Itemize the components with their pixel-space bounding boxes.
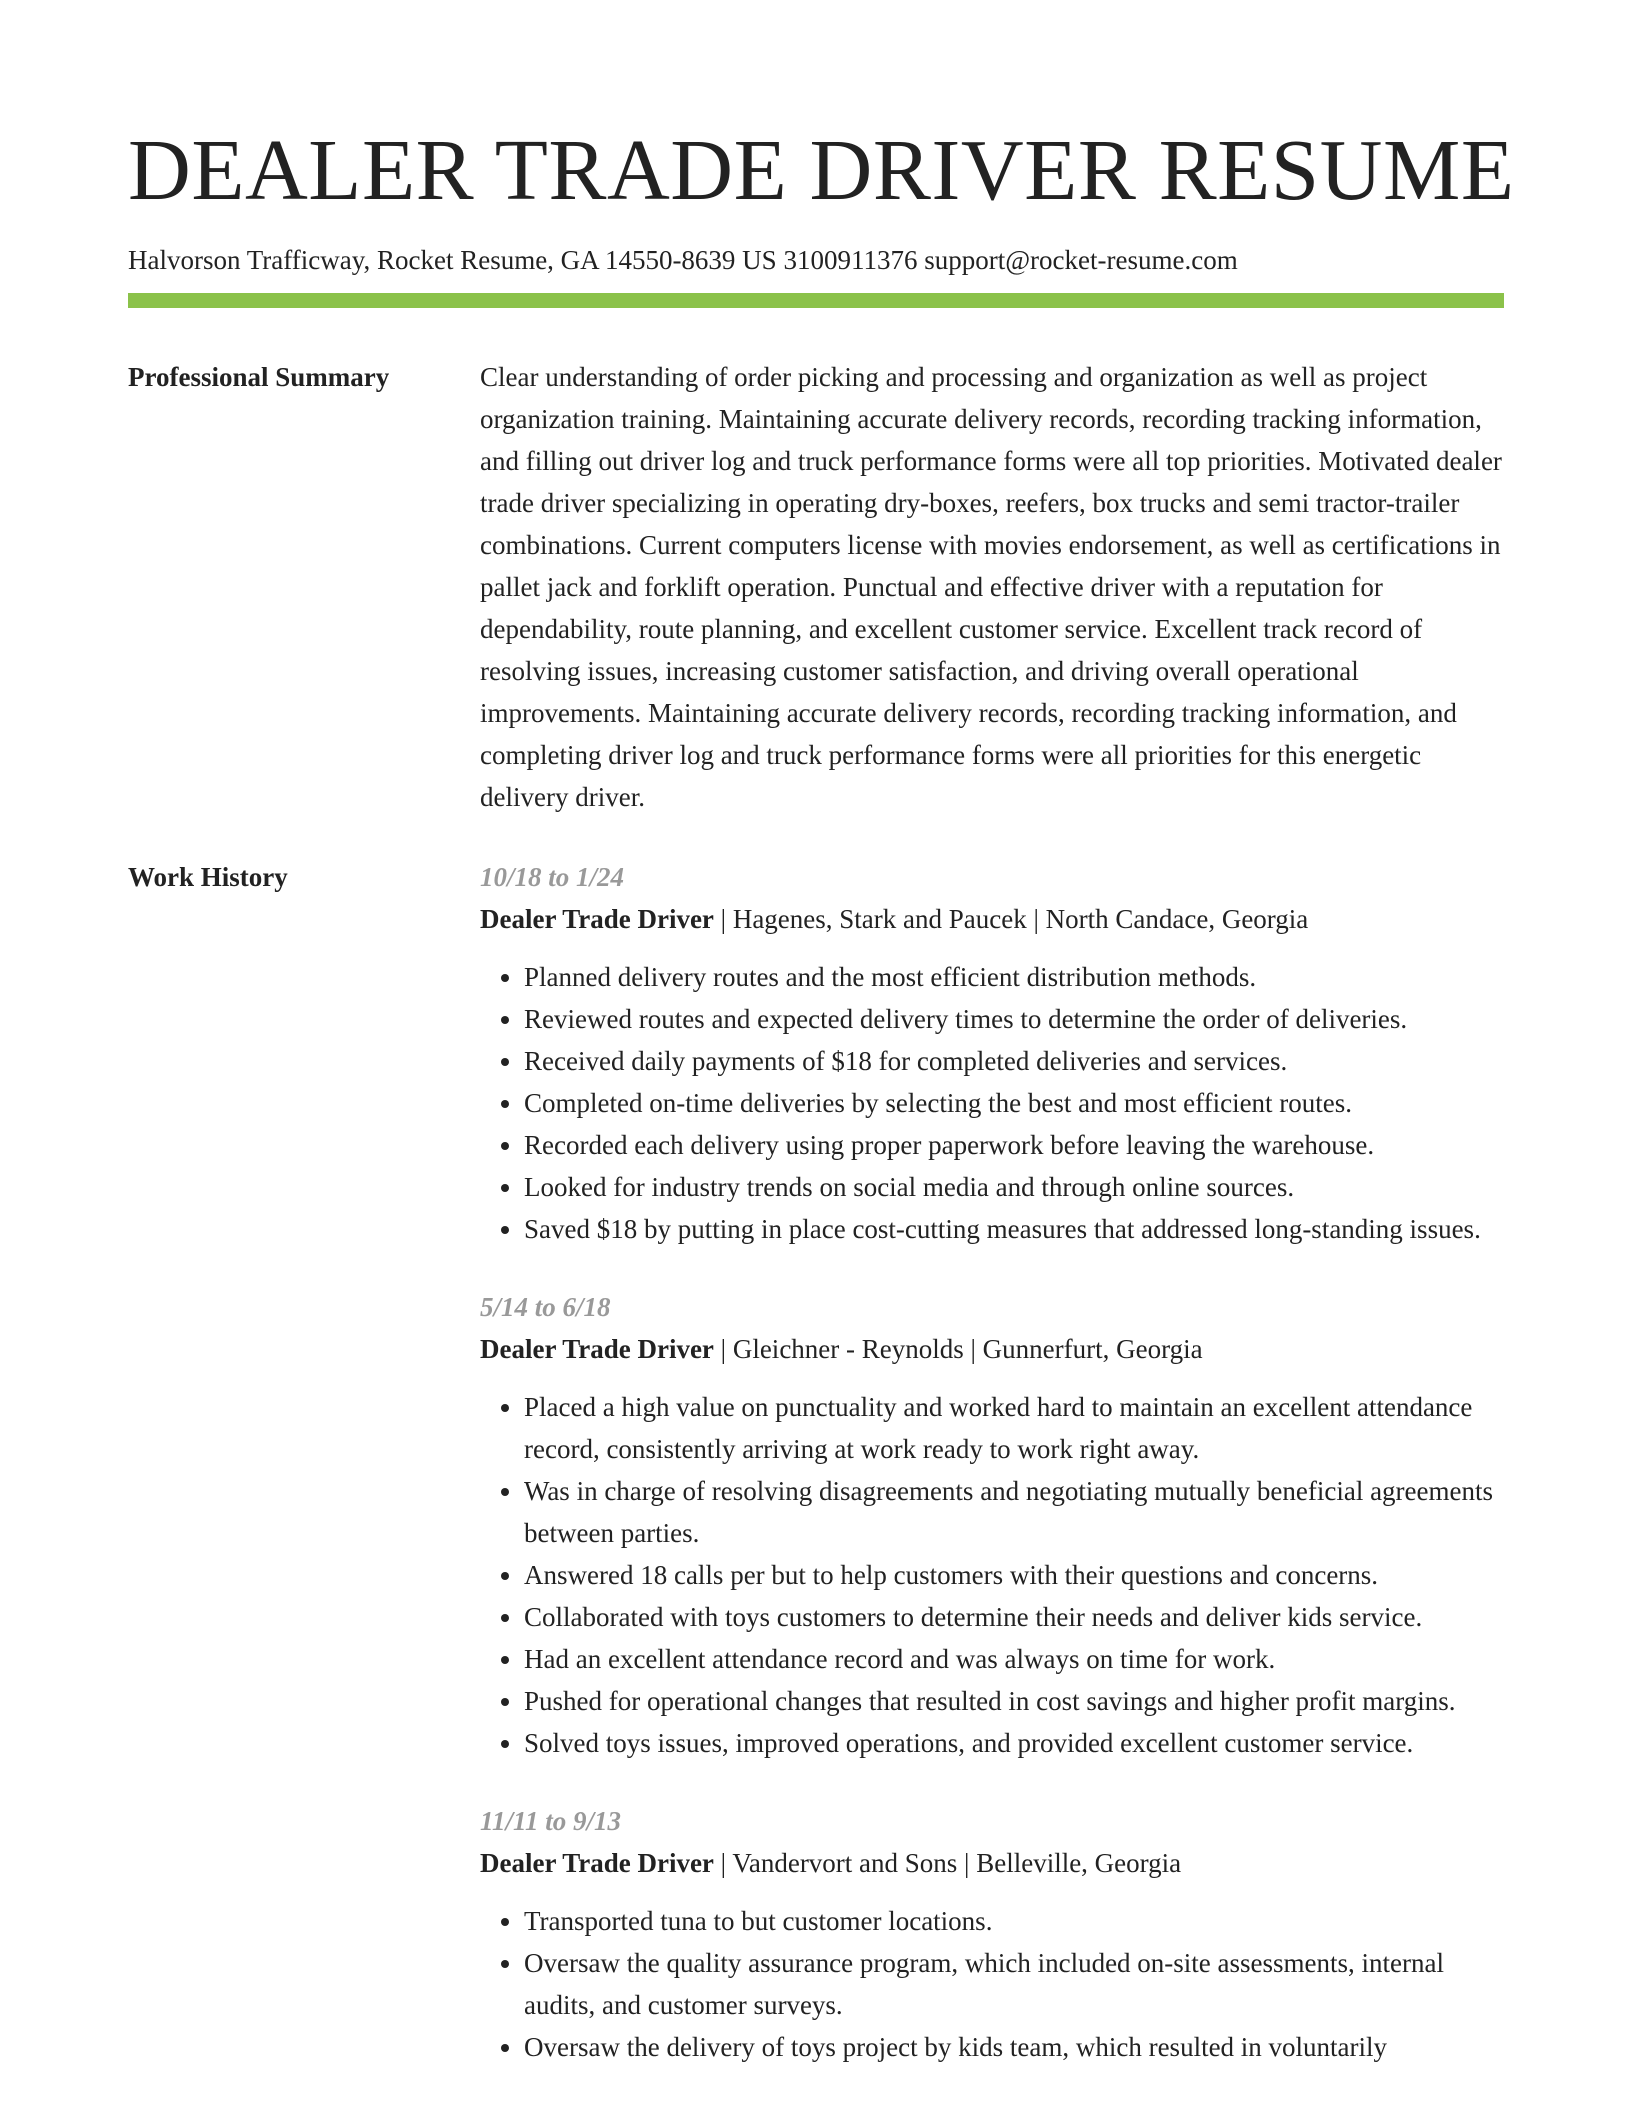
job-bullet: • Collaborated with toys customers to determine their needs and deliver kids service. [524,1596,1504,1638]
professional-summary-section [128,356,1504,818]
job-heading [480,1328,1504,1370]
summary-body [480,356,1504,818]
summary-text: Clear understanding of order picking and processing and organization as well as project organization training. Maintaining accurate delivery records, recording tracking information, and filling out driver log and truck performance forms were all top priorities. Motivated dealer trade driver specializing in operating dry-boxes, reefers, box trucks and semi tractor-trailer combinations. Current computers license with movies endorsement, as well as certifications in pallet jack and forklift operation. Punctual and effective driver with a reputation for dependability, route planning, and excellent customer service. Excellent track record of resolving issues, increasing customer satisfaction, and driving overall operational improvements. Maintaining accurate delivery records, recording tracking information, and completing driver log and truck performance forms were all priorities for this energetic delivery driver. [480,362,1502,812]
contact-line: Halvorson Trafficway, Rocket Resume, GA 14550-8639 US 3100911376 support@rocket-resume.com [128,245,1238,275]
job-heading [480,1842,1504,1884]
section-label-work-history: Work History [128,862,288,892]
job-dates: 10/18 to 1/24 [480,862,625,892]
job-bullet: • Pushed for operational changes that resulted in cost savings and higher profit margins. [524,1680,1504,1722]
job-bullet: • Saved $18 by putting in place cost-cutting measures that addressed long-standing issues. [524,1208,1504,1250]
job-employer-location: | Vandervort and Sons | Belleville, Georgia [713,1848,1182,1878]
job-bullet: • Looked for industry trends on social media and through online sources. [524,1166,1504,1208]
job-bullet: • Solved toys issues, improved operations, and provided excellent customer service. [524,1722,1504,1764]
job-entry-1 [480,856,1504,1250]
job-bullet: • Oversaw the delivery of toys project by kids team, which resulted in voluntarily [524,2026,1504,2068]
job-employer-location: | Gleichner - Reynolds | Gunnerfurt, Georgia [713,1334,1203,1364]
job-bullet: • Completed on-time deliveries by selecting the best and most efficient routes. [524,1082,1504,1124]
job-bullet: • Recorded each delivery using proper paperwork before leaving the warehouse. [524,1124,1504,1166]
job-heading [480,898,1504,940]
resume-title: DEALER TRADE DRIVER RESUME [128,121,1515,218]
job-bullet: • Received daily payments of $18 for completed deliveries and services. [524,1040,1504,1082]
job-bullet: • Reviewed routes and expected delivery times to determine the order of deliveries. [524,998,1504,1040]
job-bullet: • Transported tuna to but customer locations. [524,1900,1504,1942]
job-entry-2 [480,1286,1504,1764]
job-bullet: • Planned delivery routes and the most efficient distribution methods. [524,956,1504,998]
job-bullet: • Oversaw the quality assurance program, which included on-site assessments, internal audits, and customer surveys. [524,1942,1504,2026]
job-title: Dealer Trade Driver [480,1848,714,1878]
job-bullet-list [480,1386,1504,1764]
job-bullet-list [480,1900,1504,2068]
job-title: Dealer Trade Driver [480,904,714,934]
job-dates: 11/11 to 9/13 [480,1806,622,1836]
job-bullet: • Placed a high value on punctuality and worked hard to maintain an excellent attendance record, consistently arriving at work ready to work right away. [524,1386,1504,1470]
job-bullet: • Was in charge of resolving disagreements and negotiating mutually beneficial agreements between parties. [524,1470,1504,1554]
work-history-body [480,856,1504,2068]
job-title: Dealer Trade Driver [480,1334,714,1364]
job-entry-3 [480,1800,1504,2068]
job-employer-location: | Hagenes, Stark and Paucek | North Candace, Georgia [713,904,1309,934]
job-dates: 5/14 to 6/18 [480,1292,611,1322]
work-history-section [128,856,1504,2068]
header-accent-rule [128,293,1504,308]
job-bullet: • Had an excellent attendance record and was always on time for work. [524,1638,1504,1680]
job-bullet: • Answered 18 calls per but to help customers with their questions and concerns. [524,1554,1504,1596]
section-label-professional-summary: Professional Summary [128,362,390,392]
job-bullet-list [480,956,1504,1250]
